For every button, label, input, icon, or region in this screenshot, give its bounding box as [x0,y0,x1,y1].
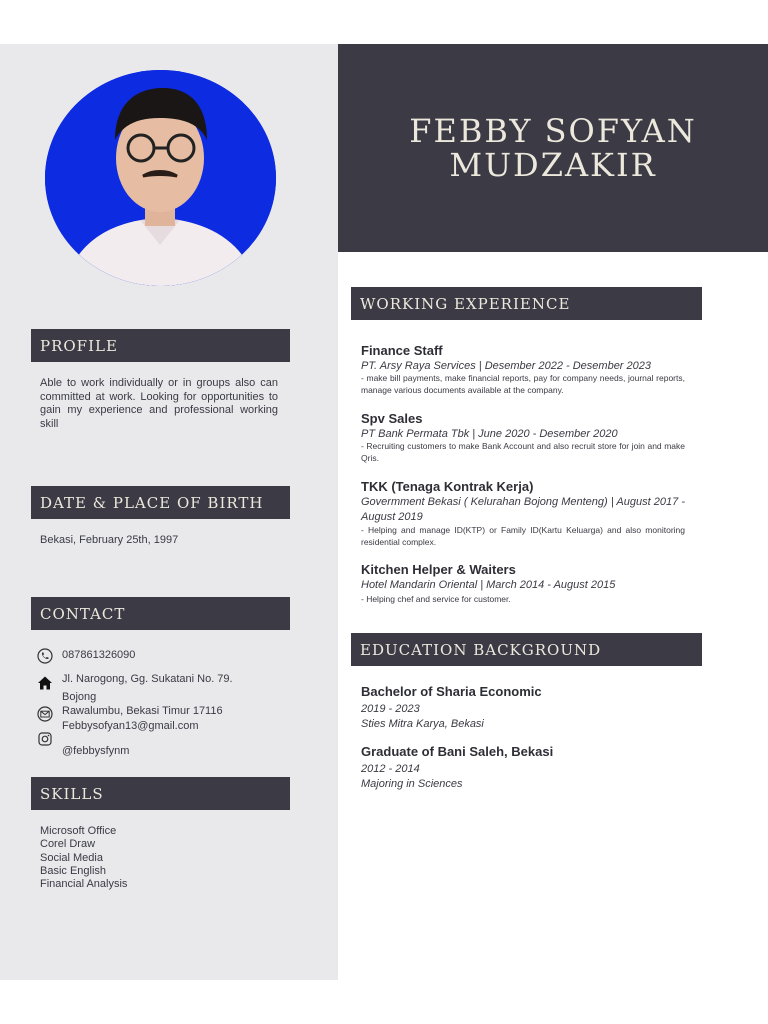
job-description: - make bill payments, make financial reports, pay for company needs, journal reports, manage various documents available at the company. [361,373,685,395]
profile-photo [45,70,276,286]
job-meta: Hotel Mandarin Oriental | March 2014 - August 2015 [361,579,616,591]
contact-instagram [36,731,129,758]
education-title: Bachelor of Sharia Economic [361,684,542,699]
email-text[interactable]: Febbysofyan13@gmail.com [62,720,199,732]
phone-icon [36,648,54,664]
contact-address [36,669,233,706]
job-title: Kitchen Helper & Waiters [361,562,516,577]
job-description: - Helping and manage ID(KTP) or Family ID(Kartu Keluarga) and also monitoring residential complex. [361,525,685,547]
education-entry [361,684,681,732]
name-first: FEBBY SOFYAN [409,112,697,150]
skill-item: Financial Analysis [40,878,128,891]
job-description: - Helping chef and service for customer. [361,594,511,604]
education-title: Graduate of Bani Saleh, Bekasi [361,744,554,759]
profile-text: Able to work individually or in groups also can committed at work. Looking for opportunities to gain my experience and professional working skill [40,377,278,430]
instagram-icon [36,731,54,747]
job-meta: PT Bank Permata Tbk | June 2020 - Desember 2020 [361,428,618,440]
contact-email [36,704,223,734]
skills-list [40,825,127,891]
education-years: 2019 - 2023 [361,703,420,715]
job-meta: PT. Arsy Raya Services | Desember 2022 - Desember 2023 [361,360,652,372]
job-meta: Govermment Bekasi ( Kelurahan Bojong Menteng) | August 2017 - August 2019 [361,496,685,523]
contact-phone [36,648,135,664]
contact-heading: CONTACT [31,597,290,630]
education-place: Majoring in Sciences [361,778,463,790]
education-place: Sties Mitra Karya, Bekasi [361,718,484,730]
skill-item: Microsoft Office [40,825,117,837]
job-entry [361,343,685,396]
birth-heading: DATE & PLACE OF BIRTH [31,486,290,519]
skills-heading: SKILLS [31,777,290,810]
name-header [338,44,768,252]
education-years: 2012 - 2014 [361,763,420,775]
mail-icon [36,706,54,722]
job-title: Spv Sales [361,411,423,426]
education-entry [361,744,681,792]
name-last: MUDZAKIR [449,146,657,184]
job-description: - Recruiting customers to make Bank Account and also recruit store for join and make Qris. [361,441,685,463]
birth-text: Bekasi, February 25th, 1997 [40,534,179,546]
address-line-2: Bojong [62,691,97,703]
job-title: Finance Staff [361,343,443,358]
job-entry [361,562,685,606]
job-entry [361,411,685,464]
experience-heading: WORKING EXPERIENCE [351,287,702,320]
phone-text: 087861326090 [62,649,136,661]
address-line-1: Jl. Narogong, Gg. Sukatani No. 79. [62,673,233,685]
profile-heading: PROFILE [31,329,290,362]
instagram-text[interactable]: @febbysfynm [62,745,130,757]
job-title: TKK (Tenaga Kontrak Kerja) [361,479,534,494]
skill-item: Corel Draw [40,838,96,851]
address-line-3: Rawalumbu, Bekasi Timur 17116 [62,705,223,717]
job-entry [361,479,685,548]
education-heading: EDUCATION BACKGROUND [351,633,702,666]
skill-item: Basic English [40,864,107,877]
skill-item: Social Media [40,851,103,864]
home-icon [36,675,54,691]
